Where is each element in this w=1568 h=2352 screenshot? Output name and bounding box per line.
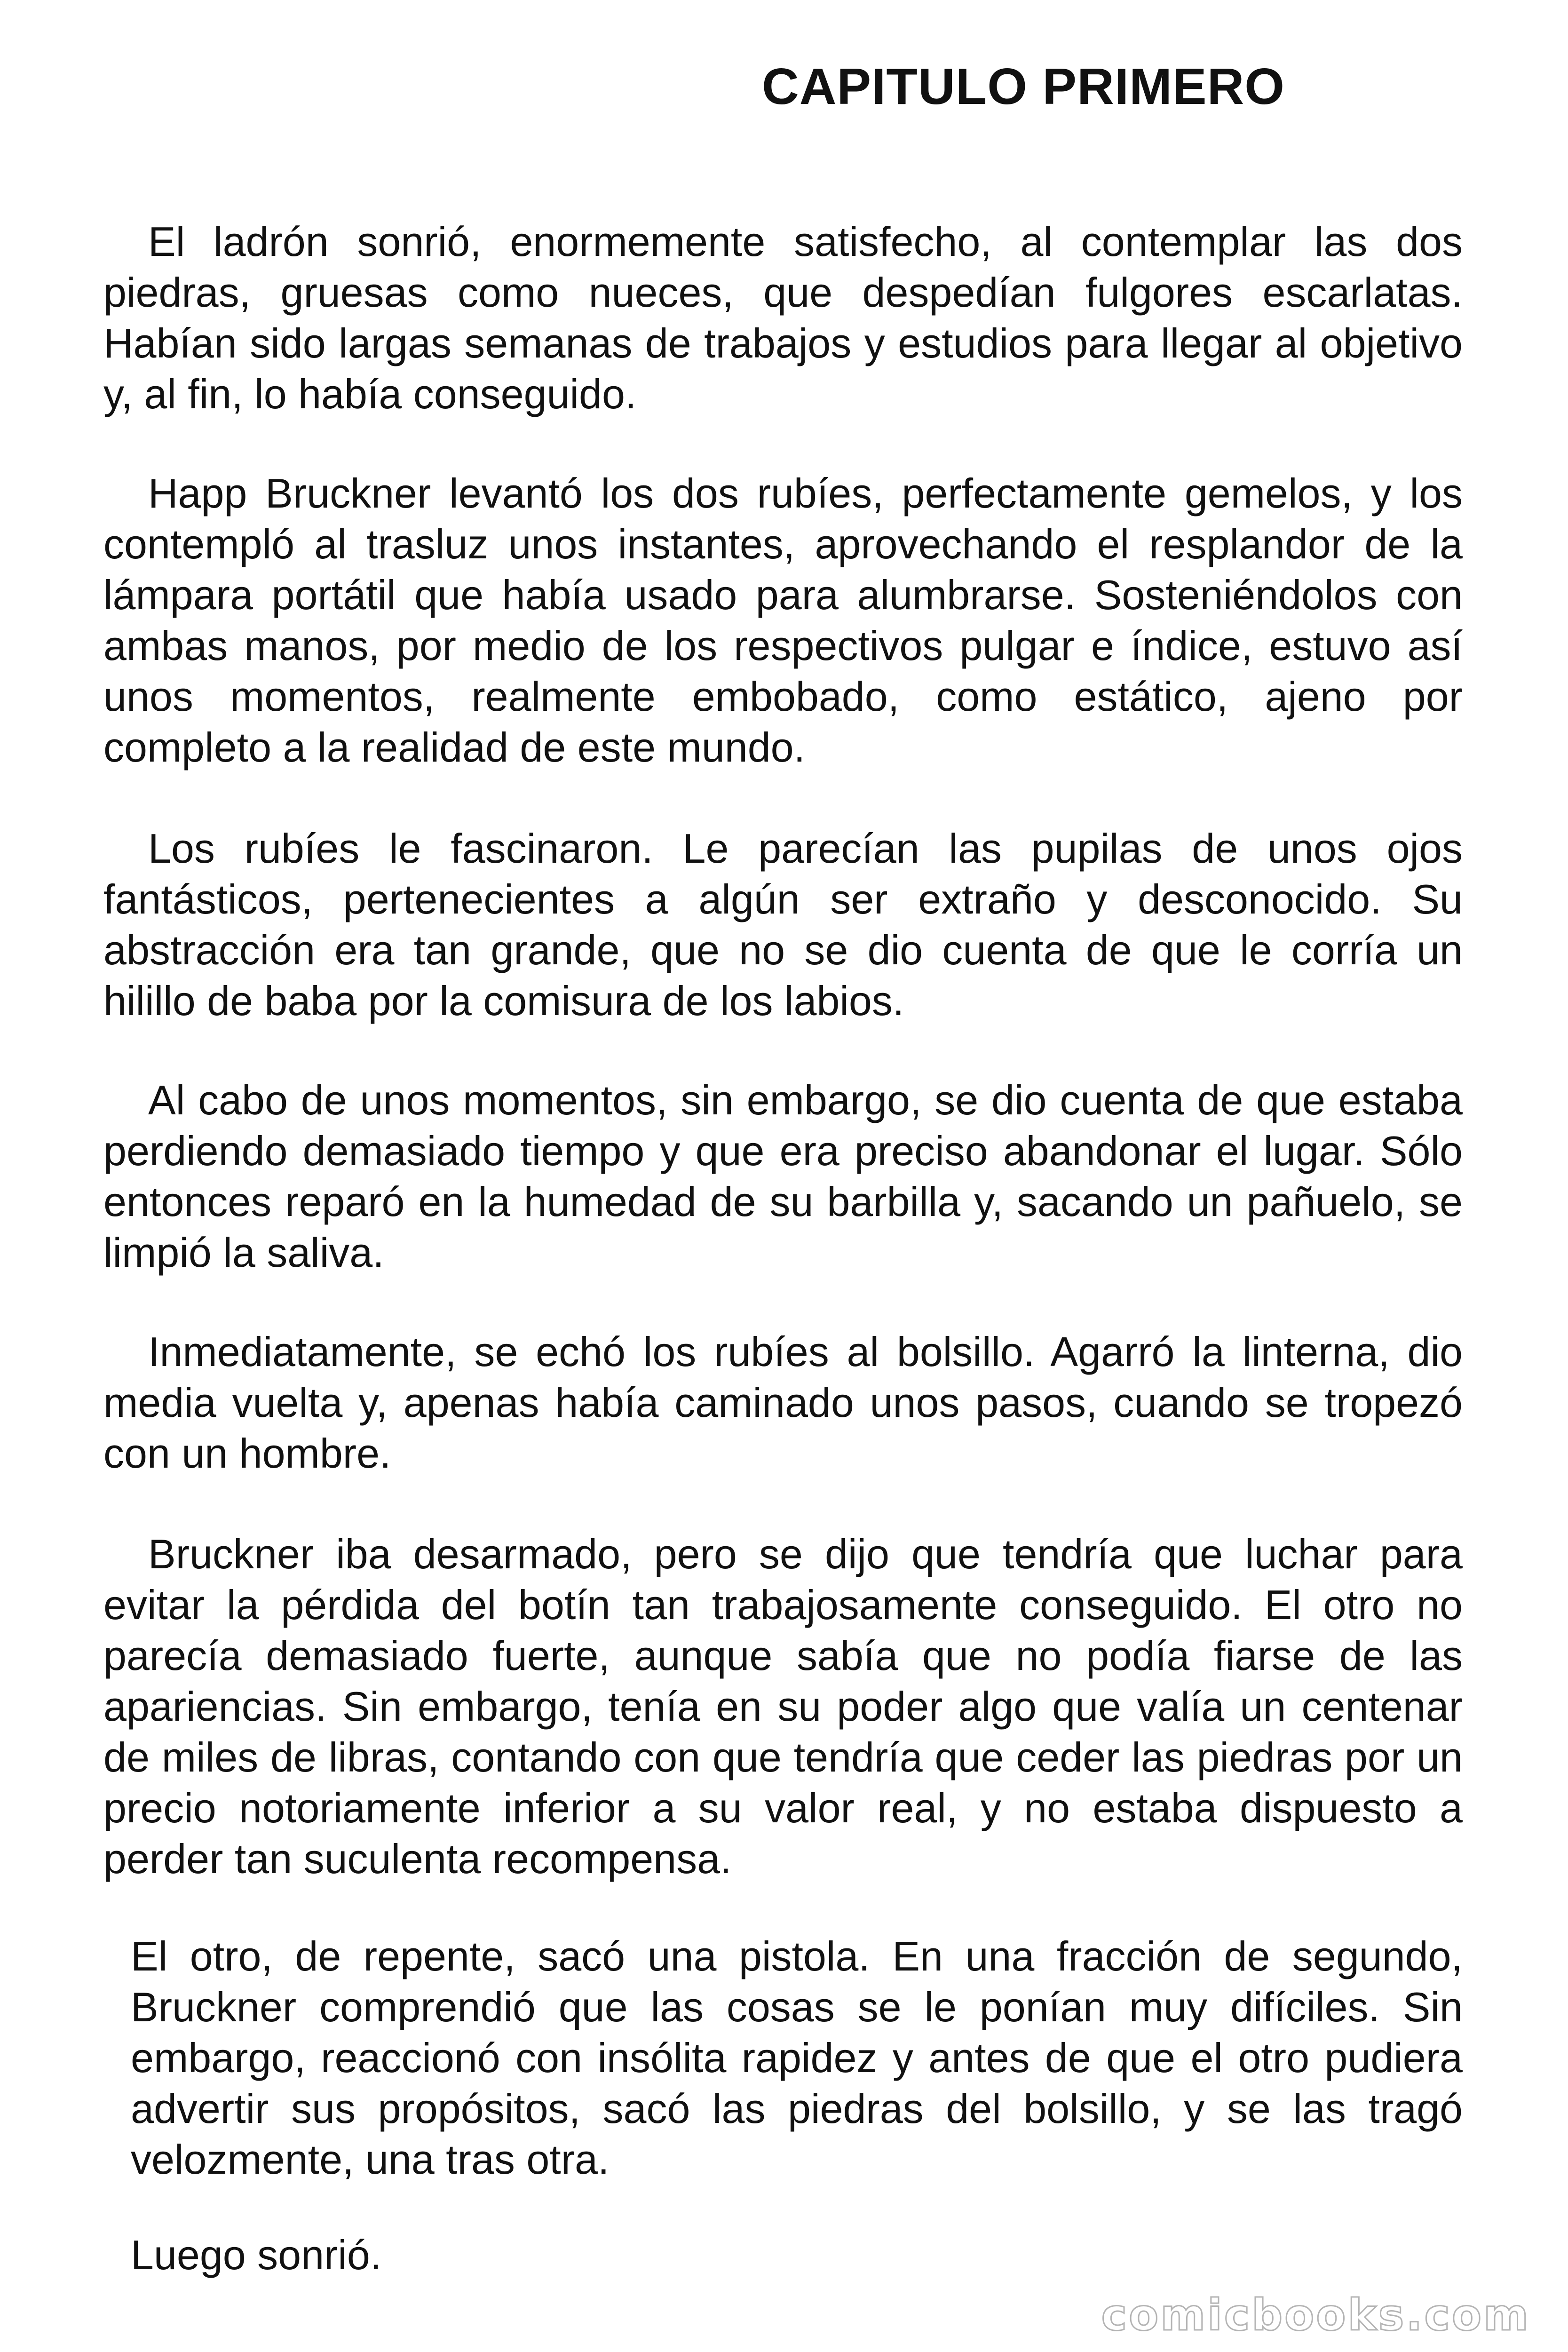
paragraph-5: Inmediatamente, se echó los rubíes al bolsillo. Agarró la linterna, dio media vuelta y, apenas había caminado unos pasos, cuando se tropezó con un hombre.	[103, 1328, 1463, 1477]
paragraph-1: El ladrón sonrió, enormemente satisfecho, al contemplar las dos piedras, gruesas como nueces, que despedían fulgores escarlatas. Habían sido largas semanas de trabajos y estudios para llegar al objetivo y, al fin, lo había conseguido.	[103, 218, 1463, 417]
paragraph-4: Al cabo de unos momentos, sin embargo, se dio cuenta de que estaba perdiendo demasiado tiempo y que era preciso abandonar el lugar. Sólo entonces reparó en la humedad de su barbilla y, sacando un pañuelo, se limpió la saliva.	[103, 1077, 1463, 1276]
paragraph-6: Bruckner iba desarmado, pero se dijo que tendría que luchar para evitar la pérdida del botín tan trabajosamente conseguido. El otro no parecía demasiado fuerte, aunque sabía que no podía fiarse de las apariencias. Sin embargo, tenía en su poder algo que valía un centenar de miles de libras, contando con que tendría que ceder las piedras por un precio notoriamente inferior a su valor real, y no estaba dispuesto a perder tan suculenta recompensa.	[103, 1531, 1463, 1882]
paragraph-8: Luego sonrió.	[131, 2232, 382, 2278]
paragraph-7: El otro, de repente, sacó una pistola. En una fracción de segundo, Bruckner comprendió que las cosas se le ponían muy difíciles. Sin embargo, reaccionó con insólita rapidez y antes de que el otro pudiera advertir sus propósitos, sacó las piedras del bolsillo, y se las tragó velozmente, una tras otra.	[131, 1933, 1463, 2183]
paragraph-2: Happ Bruckner levantó los dos rubíes, perfectamente gemelos, y los contempló al trasluz unos instantes, aprovechando el resplandor de la lámpara portátil que había usado para alumbrarse. Sosteniéndolos con ambas manos, por medio de los respectivos pulgar e índice, estuvo así unos momentos, realmente embobado, como estático, ajeno por completo a la realidad de este mundo.	[103, 470, 1463, 771]
watermark: comicbooks.com	[1101, 2290, 1530, 2340]
chapter-title: CAPITULO PRIMERO	[762, 58, 1285, 115]
paragraph-3: Los rubíes le fascinaron. Le parecían las pupilas de unos ojos fantásticos, pertenecientes a algún ser extraño y desconocido. Su abstracción era tan grande, que no se dio cuenta de que le corría un hilillo de baba por la comisura de los labios.	[103, 825, 1463, 1024]
